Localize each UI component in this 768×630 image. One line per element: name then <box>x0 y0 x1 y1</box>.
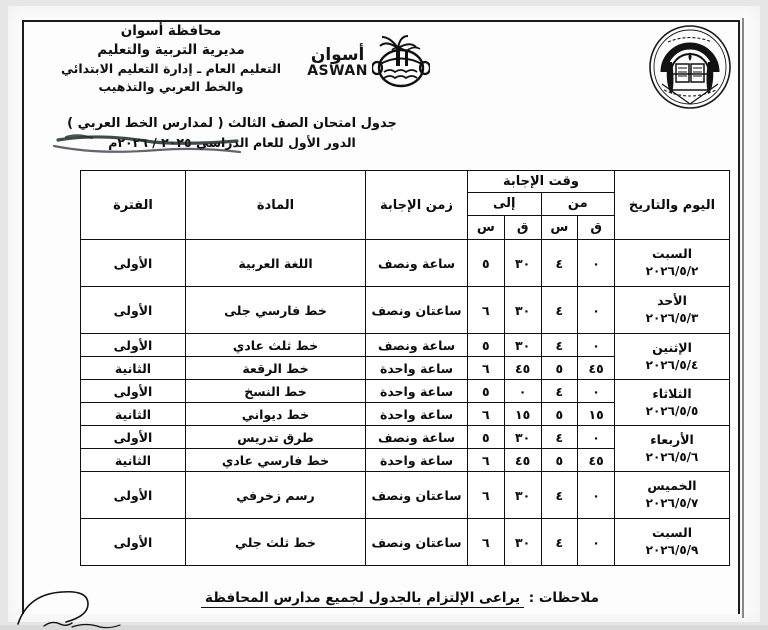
cell-to-hour: ٥ <box>468 426 505 449</box>
day-date: ٢٠٢٦/٥/٧ <box>645 496 699 511</box>
cell-to-minute: ٣٠ <box>504 334 541 357</box>
org-line-section: والخط العربي والتذهيب <box>98 79 244 95</box>
notes-line <box>80 590 720 606</box>
cell-from-minute: ٠ <box>578 472 615 519</box>
th-answer-time-group: وقت الإجابة <box>468 171 615 193</box>
cell-subject: خط الرقعة <box>186 357 366 380</box>
cell-from-hour: ٥ <box>541 403 578 426</box>
cell-period: الأولى <box>81 240 186 287</box>
cell-from-minute: ٠ <box>578 426 615 449</box>
cell-from-hour: ٤ <box>541 287 578 334</box>
cell-from-hour: ٤ <box>541 334 578 357</box>
cell-from-hour: ٤ <box>541 426 578 449</box>
cell-day-date <box>615 426 730 472</box>
cell-duration: ساعة واحدة <box>366 380 468 403</box>
th-to-hour: س <box>468 216 505 240</box>
th-to-minute: ق <box>504 216 541 240</box>
aswan-logo <box>304 34 430 90</box>
cell-period: الثانية <box>81 403 186 426</box>
cell-to-minute: ٣٠ <box>504 240 541 287</box>
cell-duration: ساعتان ونصف <box>366 519 468 566</box>
cell-from-minute: ٤٥ <box>578 449 615 472</box>
notes-text: يراعى الإلتزام بالجدول لجميع مدارس المحافظة <box>201 590 524 608</box>
day-name: السبت <box>651 246 693 262</box>
organisation-heading <box>26 22 316 96</box>
header-row-top <box>81 171 730 193</box>
cell-day-date <box>615 334 730 380</box>
cell-from-hour: ٤ <box>541 472 578 519</box>
cell-from-minute: ٠ <box>578 380 615 403</box>
title-subtitle: الدور الأول للعام الدراسي ٢٠٢٥ / ٢٠٢٦م <box>108 134 356 150</box>
cell-duration: ساعتان ونصف <box>366 472 468 519</box>
scanned-sheet <box>8 6 760 622</box>
th-subject: المادة <box>186 171 366 240</box>
day-date: ٢٠٢٦/٥/٥ <box>645 403 699 418</box>
cell-duration: ساعة ونصف <box>366 334 468 357</box>
th-to: إلى <box>468 192 542 216</box>
cell-to-hour: ٦ <box>468 403 505 426</box>
day-name: الإثنين <box>652 339 692 355</box>
cell-subject: خط ديواني <box>186 403 366 426</box>
cell-period: الأولى <box>81 334 186 357</box>
cell-period: الأولى <box>81 380 186 403</box>
cell-subject: اللغة العربية <box>186 240 366 287</box>
cell-from-minute: ٤٥ <box>578 357 615 380</box>
th-from: من <box>541 192 615 216</box>
page-title <box>22 114 442 152</box>
cell-duration: ساعة واحدة <box>366 357 468 380</box>
palm-emblem-icon <box>372 34 430 90</box>
table-row <box>81 380 730 403</box>
table-row <box>81 287 730 334</box>
ministry-emblem-icon <box>638 20 742 110</box>
th-duration: زمن الإجابة <box>366 171 468 240</box>
cell-subject: خط ثلث جلي <box>186 519 366 566</box>
cell-day-date <box>615 472 730 519</box>
cell-from-minute: ٠ <box>578 240 615 287</box>
cell-from-minute: ٠ <box>578 334 615 357</box>
table-row <box>81 426 730 449</box>
day-date: ٢٠٢٦/٥/٩ <box>645 543 699 558</box>
cell-from-hour: ٥ <box>541 357 578 380</box>
cell-to-hour: ٦ <box>468 519 505 566</box>
org-line-directorate: مديرية التربية والتعليم <box>97 42 245 59</box>
cell-subject: خط فارسي عادي <box>186 449 366 472</box>
cell-subject: خط النسخ <box>186 380 366 403</box>
cell-to-hour: ٥ <box>468 240 505 287</box>
th-period: الفترة <box>81 171 186 240</box>
aswan-label-en: ASWAN <box>307 62 368 79</box>
cell-period: الثانية <box>81 449 186 472</box>
cell-from-hour: ٥ <box>541 449 578 472</box>
cell-from-minute: ٠ <box>578 519 615 566</box>
cell-to-hour: ٥ <box>468 334 505 357</box>
cell-duration: ساعتان ونصف <box>366 287 468 334</box>
org-line-governorate: محافظة أسوان <box>120 23 222 39</box>
cell-to-minute: ٣٠ <box>504 472 541 519</box>
day-date: ٢٠٢٦/٥/٣ <box>645 311 699 326</box>
org-line-department: التعليم العام ـ إدارة التعليم الابتدائي <box>60 61 281 77</box>
cell-duration: ساعة ونصف <box>366 240 468 287</box>
cell-to-hour: ٥ <box>468 380 505 403</box>
day-name: الأحد <box>657 293 687 309</box>
table-row <box>81 472 730 519</box>
cell-period: الأولى <box>81 519 186 566</box>
cell-duration: ساعة واحدة <box>366 403 468 426</box>
cell-to-minute: ٣٠ <box>504 519 541 566</box>
cell-to-minute: ٣٠ <box>504 287 541 334</box>
th-from-minute: ق <box>578 216 615 240</box>
cell-subject: رسم زخرفي <box>186 472 366 519</box>
day-name: الثلاثاء <box>652 385 692 401</box>
table-row <box>81 519 730 566</box>
cell-day-date <box>615 519 730 566</box>
cell-from-hour: ٤ <box>541 380 578 403</box>
cell-to-hour: ٦ <box>468 357 505 380</box>
cell-day-date <box>615 240 730 287</box>
day-date: ٢٠٢٦/٥/٢ <box>645 264 699 279</box>
cell-from-minute: ١٥ <box>578 403 615 426</box>
cell-period: الأولى <box>81 472 186 519</box>
cell-subject: خط ثلث عادي <box>186 334 366 357</box>
aswan-wordmark <box>307 44 368 79</box>
cell-from-minute: ٠ <box>578 287 615 334</box>
th-day-date: اليوم والتاريخ <box>615 171 730 240</box>
cell-to-minute: ٣٠ <box>504 426 541 449</box>
day-name: الأربعاء <box>650 431 694 447</box>
aswan-label-ar: أسوان <box>310 44 365 65</box>
cell-day-date <box>615 287 730 334</box>
cell-period: الأولى <box>81 426 186 449</box>
cell-to-minute: ٤٥ <box>504 449 541 472</box>
notes-label: ملاحظات : <box>528 590 599 606</box>
day-name: الخميس <box>647 478 697 494</box>
cell-to-hour: ٦ <box>468 472 505 519</box>
table-row <box>81 334 730 357</box>
cell-subject: خط فارسي جلى <box>186 287 366 334</box>
exam-schedule-table <box>80 170 730 566</box>
day-name: السبت <box>651 525 693 541</box>
title-main: جدول امتحان الصف الثالث ( لمدارس الخط العربي ) <box>67 116 397 131</box>
cell-period: الثانية <box>81 357 186 380</box>
schedule-table-container <box>80 170 730 566</box>
cell-to-hour: ٦ <box>468 449 505 472</box>
cell-from-hour: ٤ <box>541 519 578 566</box>
cell-day-date <box>615 380 730 426</box>
table-head <box>81 171 730 240</box>
table-body <box>81 240 730 566</box>
cell-period: الأولى <box>81 287 186 334</box>
cell-to-minute: ٤٥ <box>504 357 541 380</box>
cell-subject: طرق تدريس <box>186 426 366 449</box>
day-date: ٢٠٢٦/٥/٤ <box>645 357 699 372</box>
th-from-hour: س <box>541 216 578 240</box>
cell-from-hour: ٤ <box>541 240 578 287</box>
cell-to-hour: ٦ <box>468 287 505 334</box>
cell-to-minute: ١٥ <box>504 403 541 426</box>
day-date: ٢٠٢٦/٥/٦ <box>645 449 699 464</box>
table-row <box>81 240 730 287</box>
cell-duration: ساعة واحدة <box>366 449 468 472</box>
cell-duration: ساعة ونصف <box>366 426 468 449</box>
cell-to-minute: ٠ <box>504 380 541 403</box>
document-header <box>8 6 760 150</box>
